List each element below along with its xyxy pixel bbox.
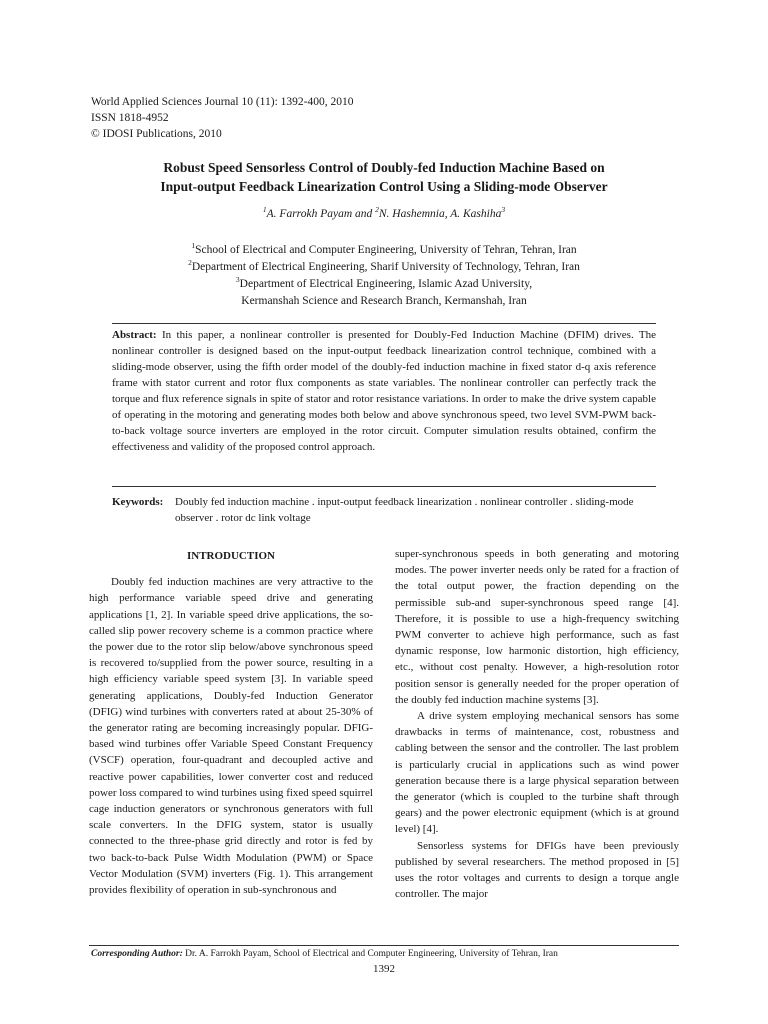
journal-header <box>91 94 353 142</box>
journal-publisher: © IDOSI Publications, 2010 <box>91 128 222 140</box>
intro-paragraph-3: Sensorless systems for DFIGs have been previously published by several researchers. The method proposed in [5] uses the rotor voltages and currents to design a torque angle controller. The major <box>395 839 679 901</box>
abstract-text: In this paper, a nonlinear controller is presented for Doubly-Fed Induction Machine (DFIM) drives. The nonlinear controller is designed based on the input-output feedback linearization control technique, combined with a sliding-mode observer, using the fifth order model of the doubly-fed induction machine in fixed stator d-q axis reference frame with stator current and rotor flux components as state variables. The nonlinear controller can perfectly track the torque and flux reference signals in spite of stator and rotor resistance variations. In order to make the drive system capable of operating in the motoring and generating modes both below and above synchronous speed, two level SVM-PWM back-to-back voltage source inverters are employed in the rotor circuit. Computer simulation results obtained, confirm the effectiveness and validity of the proposed control approach. <box>112 329 656 453</box>
affiliation-3-sup: 3 <box>235 275 240 285</box>
author-sup-1: 1 <box>262 205 267 215</box>
affiliation-3 <box>90 276 678 293</box>
affiliation-2-sup: 2 <box>188 258 192 268</box>
affiliations <box>90 242 678 310</box>
corresponding-author-text: Dr. A. Farrokh Payam, School of Electrical and Computer Engineering, University of Tehran, Iran <box>182 949 558 959</box>
intro-paragraph-2: A drive system employing mechanical sensors has some drawbacks in terms of maintenance, cost, robustness and cabling between the sensor and the controller. The last problem is particularly crucial in applications such as wind power generation because there is a large physical separation between the generator (which is coupled to the turbine shaft through gears) and the power electronic equipment (which is at ground level) [4]. <box>395 710 679 836</box>
page-number: 1392 <box>373 963 395 975</box>
affiliation-3-line-2: Kermanshah Science and Research Branch, Kermanshah, Iran <box>241 295 527 307</box>
abstract-top-rule <box>112 323 656 324</box>
paper-title <box>90 158 678 196</box>
author-2-3: N. Hashemnia, A. Kashiha <box>378 208 502 220</box>
keywords <box>112 494 656 526</box>
left-column <box>89 546 373 898</box>
corresponding-author-label: Corresponding Author: <box>91 949 183 959</box>
intro-paragraph-1-continued: super-synchronous speeds in both generating and motoring modes. The power inverter needs only be rated for a fraction of the total output power, the fraction depending on the permissible sub-and super-synchronous speed range [4]. Therefore, it is possible to use a high-frequency switching PWM converter to achieve high performance, such as fast dynamic response, low harmonic distortion, high efficiency, etc., without cost penalty. However, a high-resolution rotor position sensor is generally needed for the proper operation of the doubly fed induction machine systems [3]. <box>395 548 679 706</box>
affiliation-3-text: Department of Electrical Engineering, Islamic Azad University, <box>239 278 533 290</box>
keywords-label: Keywords: <box>112 496 164 508</box>
abstract-bottom-rule <box>112 486 656 487</box>
right-column <box>395 546 679 902</box>
title-line-2: Input-output Feedback Linearization Control Using a Sliding-mode Observer <box>160 179 608 194</box>
affiliation-1-sup: 1 <box>191 241 196 251</box>
affiliation-1-text: School of Electrical and Computer Engineering, University of Tehran, Tehran, Iran <box>195 244 577 256</box>
author-sup-2: 2 <box>375 205 379 215</box>
author-list <box>90 205 678 220</box>
affiliation-2-text: Department of Electrical Engineering, Sharif University of Technology, Tehran, Iran <box>191 261 580 273</box>
abstract-label: Abstract: <box>112 329 157 341</box>
author-1: A. Farrokh Payam and <box>266 208 376 220</box>
footnote-rule <box>89 945 679 946</box>
keywords-text: Doubly fed induction machine . input-output feedback linearization . nonlinear controller . sliding-mode observer . rotor dc link voltage <box>175 496 634 524</box>
journal-issn: ISSN 1818-4952 <box>91 112 169 124</box>
abstract <box>112 327 656 455</box>
affiliation-1 <box>90 242 678 259</box>
intro-paragraph-1: Doubly fed induction machines are very attractive to the high performance variable speed drive and generating applications [1, 2]. In variable speed drive applications, the so-called slip power recovery scheme is a common practice where the power due to the rotor slip below/above synchronous speed is recovered to/supplied from the power source, resulting in a high efficiency variable speed system [3]. In variable speed generating applications, Doubly-fed Induction Generator (DFIG) wind turbines with converters rated at about 25-30% of the generator rating are becoming increasingly popular. DFIG-based wind turbines offer Variable Speed Constant Frequency (VSCF) operation, four-quadrant and decoupled active and reactive power capabilities, lower converter cost and reduced power loss compared to wind turbines using fixed speed squirrel cage induction generators or synchronous generators with full scale converters. In the DFIG system, stator is usually connected to the three-phase grid directly and rotor is fed by two back-to-back Pulse Width Modulation (PWM) or Space Vector Modulation (SVM) inverters (Fig. 1). This arrangement provides flexibility of operation in sub-synchronous and <box>89 576 373 897</box>
title-line-1: Robust Speed Sensorless Control of Doubly-fed Induction Machine Based on <box>163 160 605 175</box>
section-heading-introduction: INTRODUCTION <box>186 550 275 562</box>
journal-citation: World Applied Sciences Journal 10 (11): 1392-400, 2010 <box>91 96 354 108</box>
corresponding-author <box>91 949 558 959</box>
author-sup-3: 3 <box>501 205 506 215</box>
affiliation-2 <box>90 259 678 276</box>
